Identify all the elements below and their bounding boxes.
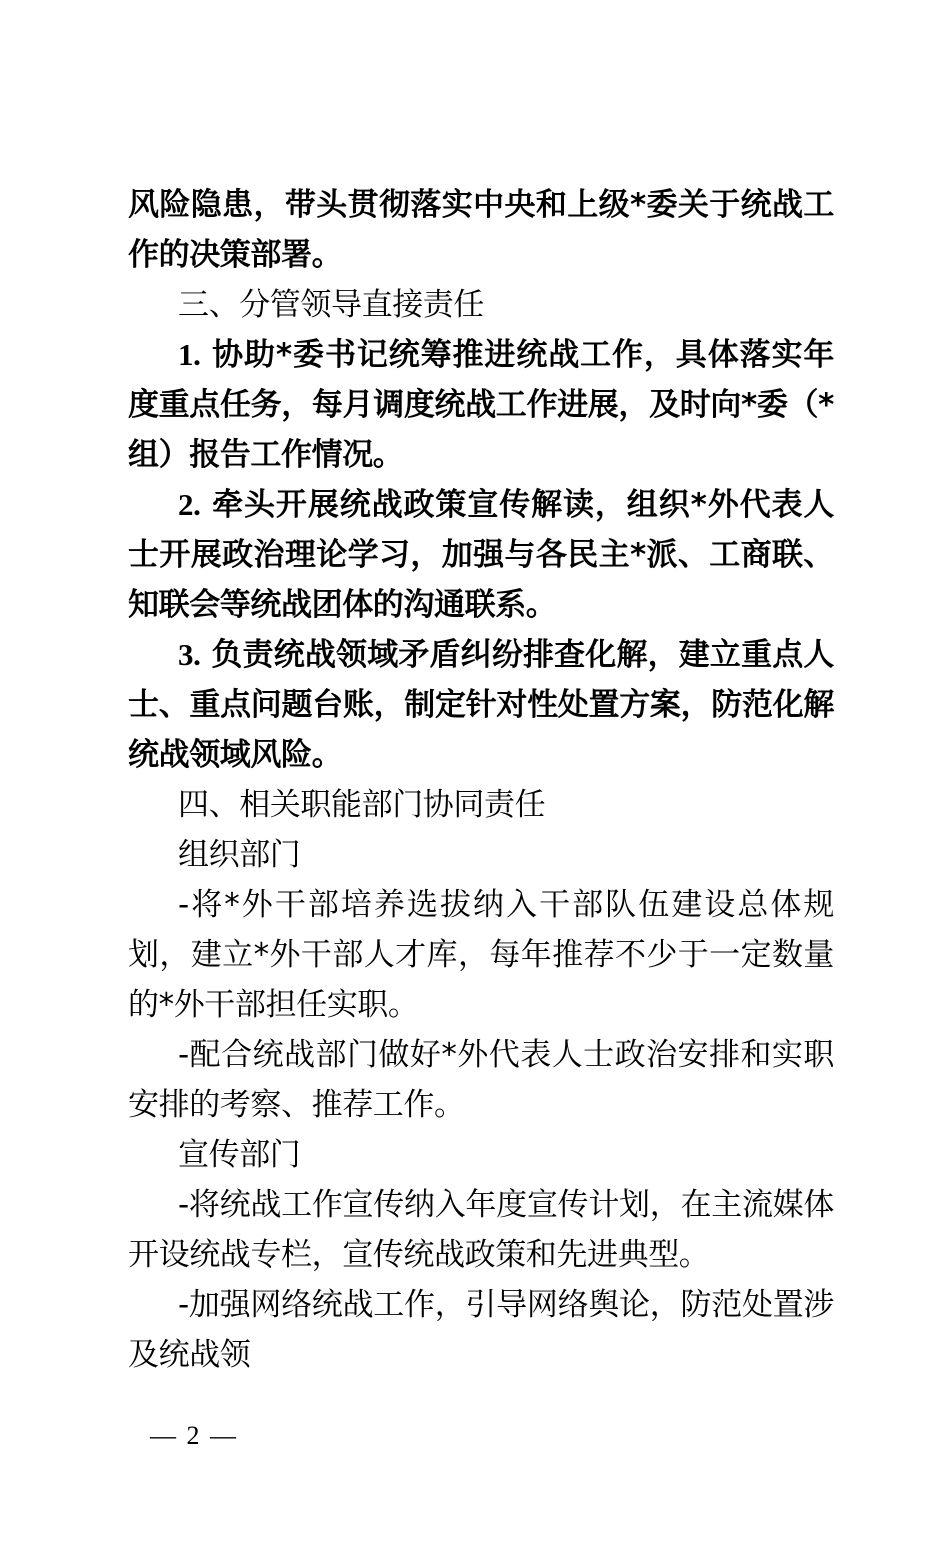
item-2 bbox=[128, 480, 834, 630]
item-text: 负责统战领域矛盾纠纷排查化解，建立重点人士、重点问题台账，制定针对性处置方案，防范化解统战领域风险。 bbox=[128, 637, 834, 773]
bullet-paragraph: -将*外干部培养选拔纳入干部队伍建设总体规划，建立*外干部人才库，每年推荐不少于一定数量的*外干部担任实职。 bbox=[128, 887, 834, 1023]
document-body bbox=[128, 180, 834, 1380]
item-1 bbox=[128, 330, 834, 480]
subheading-organization-dept: 组织部门 bbox=[178, 837, 301, 873]
subheading-publicity-dept: 宣传部门 bbox=[178, 1137, 301, 1173]
page-number: — 2 — bbox=[150, 1421, 238, 1450]
item-text: 牵头开展统战政策宣传解读，组织*外代表人士开展政治理论学习，加强与各民主*派、工商联、知联会等统战团体的沟通联系。 bbox=[128, 487, 834, 623]
section-heading-4: 四、相关职能部门协同责任 bbox=[178, 787, 546, 823]
item-3 bbox=[128, 630, 834, 780]
section-heading-3: 三、分管领导直接责任 bbox=[178, 287, 484, 323]
bullet-paragraph: -配合统战部门做好*外代表人士政治安排和实职安排的考察、推荐工作。 bbox=[128, 1037, 834, 1123]
item-number: 2. bbox=[178, 487, 201, 522]
item-number: 1. bbox=[178, 337, 201, 372]
bullet-paragraph: -加强网络统战工作，引导网络舆论，防范处置涉及统战领 bbox=[128, 1287, 834, 1373]
paragraph-continuation: 风险隐患，带头贯彻落实中央和上级*委关于统战工作的决策部署。 bbox=[128, 187, 834, 273]
item-number: 3. bbox=[178, 637, 201, 672]
item-text: 协助*委书记统筹推进统战工作，具体落实年度重点任务，每月调度统战工作进展，及时向*委（*组）报告工作情况。 bbox=[128, 337, 834, 473]
bullet-paragraph: -将统战工作宣传纳入年度宣传计划，在主流媒体开设统战专栏，宣传统战政策和先进典型。 bbox=[128, 1187, 834, 1273]
